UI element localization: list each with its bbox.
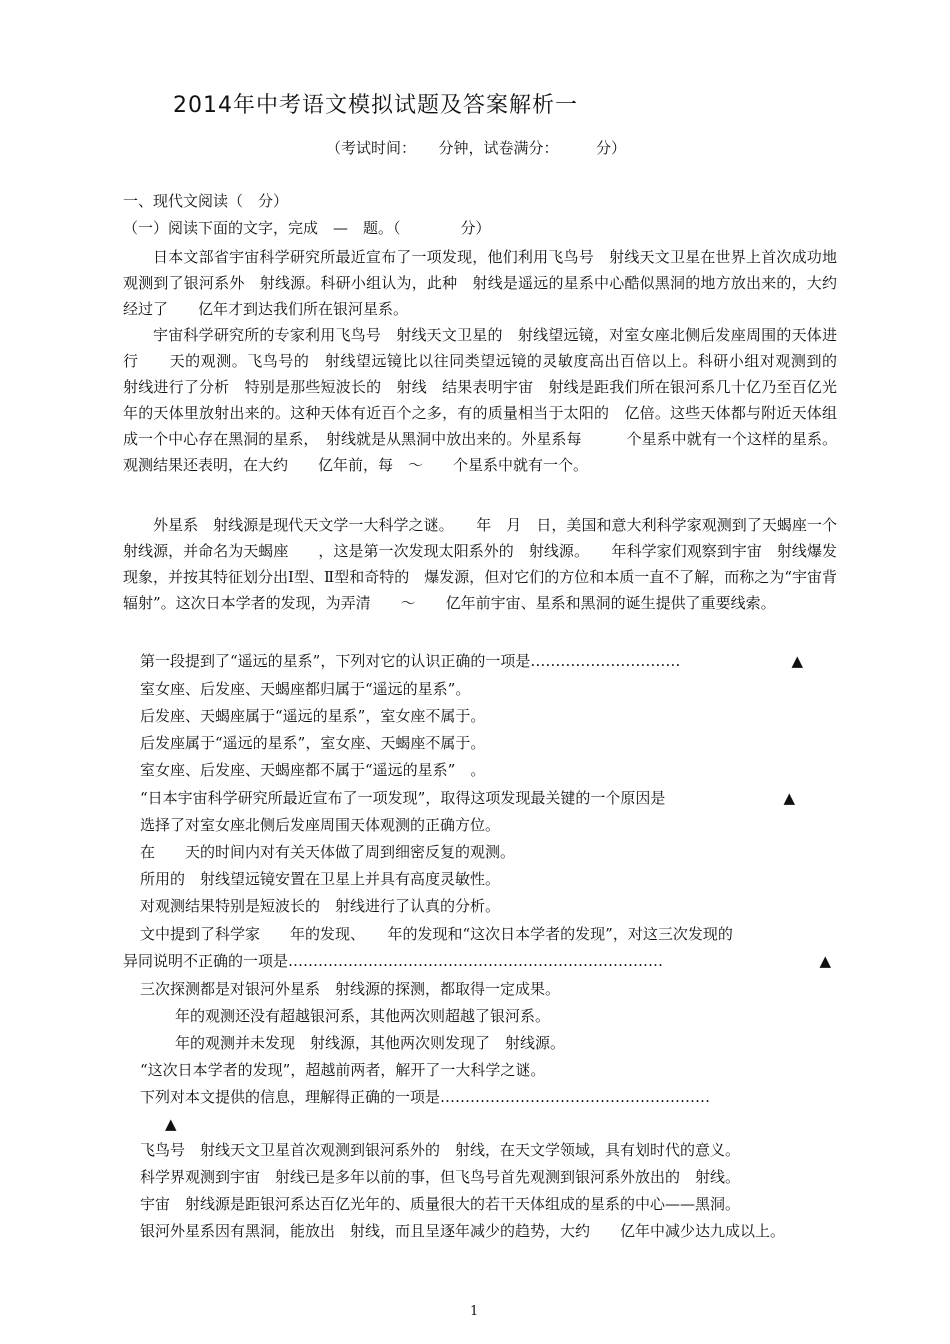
option-c: 年的观测并未发现 射线源，其他两次则发现了 射线源。 (175, 1034, 566, 1052)
answer-marker-icon: ▲ (783, 789, 795, 807)
exam-info: （考试时间： 分钟，试卷满分： 分） (326, 139, 627, 157)
question-text: 异同说明不正确的一项是………………………………………………………………… (123, 952, 664, 970)
question-text: “日本宇宙科学研究所最近宣布了一项发现”，取得这项发现最关键的一个原因是 (140, 789, 666, 807)
question-text: 第一段提到了“遥远的星系”，下列对它的认识正确的一项是………………………… (140, 652, 681, 670)
answer-marker-icon: ▲ (165, 1115, 177, 1133)
paragraph-2: 宇宙科学研究所的专家利用飞鸟号 射线天文卫星的 射线望远镜，对室女座北侧后发座周围的天体进行 天的观测。飞鸟号的 射线望远镜比以往同类望远镜的灵敏度高出百倍以上。科研小组对观测到的 射线进行了分析 特别是那些短波长的 射线 结果表明宇宙 射线是距我们所在银河系几十亿乃至百亿光年的天体里放射出来的。这种天体有近百个之多，有的质量相当于太阳的 亿倍。这些天体都与附近天体组成一个中心存在黑洞的星系， 射线就是从黑洞中放出来的。外星系每 个星系中就有一个这样的星系。观测结果还表明，在大约 亿年前，每 ～ 个星系中就有一个。 (123, 326, 853, 474)
option-a: 室女座、后发座、天蝎座都归属于“遥远的星系”。 (140, 680, 471, 698)
option-a: 飞鸟号 射线天文卫星首次观测到银河系外的 射线，在天文学领域，具有划时代的意义。 (140, 1141, 741, 1159)
option-a: 选择了对室女座北侧后发座周围天体观测的正确方位。 (140, 816, 501, 834)
option-a: 三次探测都是对银河外星系 射线源的探测，都取得一定成果。 (140, 980, 561, 998)
page-number: 1 (470, 1304, 479, 1319)
answer-marker-icon: ▲ (819, 952, 831, 970)
subsection-heading: （一）阅读下面的文字，完成 — 题。（ 分） (123, 219, 491, 237)
option-c: 宇宙 射线源是距银河系达百亿光年的、质量很大的若干天体组成的星系的中心——黑洞。 (140, 1195, 741, 1213)
answer-marker-icon: ▲ (791, 652, 803, 670)
question-2-stem (140, 788, 837, 808)
paragraph-1: 日本文部省宇宙科学研究所最近宣布了一项发现，他们利用飞鸟号 射线天文卫星在世界上首次成功地观测到了银河系外 射线源。科研小组认为，此种 射线是遥远的星系中心酷似黑洞的地方放出来的，大约经过了 亿年才到达我们所在银河星系。 (123, 248, 837, 318)
option-c: 所用的 射线望远镜安置在卫星上并具有高度灵敏性。 (140, 870, 501, 888)
option-b: 科学界观测到宇宙 射线已是多年以前的事，但飞鸟号首先观测到银河系外放出的 射线。 (140, 1168, 741, 1186)
option-c: 后发座属于“遥远的星系”，室女座、天蝎座不属于。 (140, 734, 486, 752)
option-b: 在 天的时间内对有关天体做了周到细密反复的观测。 (140, 843, 516, 861)
option-b: 年的观测还没有超越银河系，其他两次则超越了银河系。 (175, 1007, 551, 1025)
question-4-stem: 下列对本文提供的信息，理解得正确的一项是……………………………………………… (140, 1088, 711, 1106)
paragraph-3: 外星系 射线源是现代天文学一大科学之谜。 年 月 日，美国和意大利科学家观测到了天蝎座一个 射线源，并命名为天蝎座 ，这是第一次发现太阳系外的 射线源。 年科学家们观察到宇宙 射线爆发现象，并按其特征划分出Ⅰ型、Ⅱ型和奇特的 爆发源，但对它们的方位和本质一直不了解，而称之为“宇宙背辐射”。这次日本学者的发现，为弄清 ～ 亿年前宇宙、星系和黑洞的诞生提供了重要线索。 (123, 516, 853, 612)
page-title: 2014年中考语文模拟试题及答案解析一 (173, 93, 578, 118)
option-d: 室女座、后发座、天蝎座都不属于“遥远的星系” 。 (140, 761, 486, 779)
option-d: 对观测结果特别是短波长的 射线进行了认真的分析。 (140, 897, 501, 915)
question-1-stem (140, 651, 837, 671)
question-3-stem-line1: 文中提到了科学家 年的发现、 年的发现和“这次日本学者的发现”，对这三次发现的 (140, 925, 733, 943)
option-d: “这次日本学者的发现”，超越前两者，解开了一大科学之谜。 (140, 1061, 546, 1079)
option-b: 后发座、天蝎座属于“遥远的星系”，室女座不属于。 (140, 707, 486, 725)
section-heading: 一、现代文阅读（ 分） (123, 192, 289, 210)
question-3-stem-line2 (123, 951, 837, 971)
option-d: 银河外星系因有黑洞，能放出 射线，而且呈逐年减少的趋势，大约 亿年中减少达九成以上。 (140, 1222, 786, 1240)
